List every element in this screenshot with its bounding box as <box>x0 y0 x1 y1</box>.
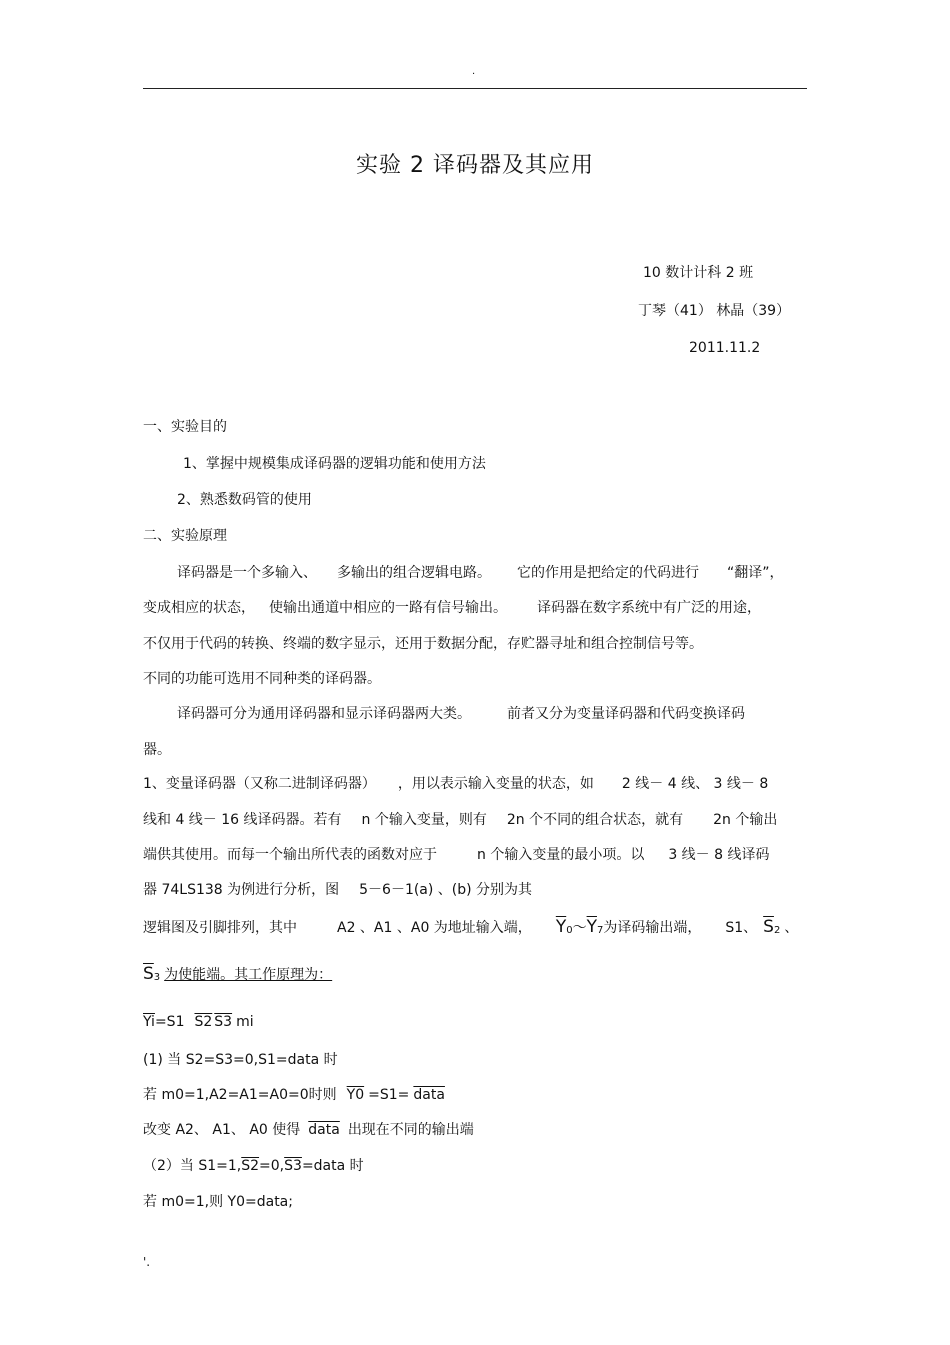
formula-f3a: 若 m0=1,A2=A1=A0=0时则 <box>143 1087 337 1103</box>
formula-f4b: data <box>308 1122 340 1138</box>
para3-l1b: ，用以表示输入变量的状态，如 <box>397 776 594 792</box>
formula-yi-eq: =S1 <box>154 1014 185 1030</box>
formula-yi-mi: mi <box>236 1014 254 1030</box>
formula-f5e: =data 时 <box>301 1158 364 1174</box>
para3-l5c: 为译码输出端， <box>603 920 702 936</box>
purpose-item-1: 1、掌握中规模集成译码器的逻辑功能和使用方法 <box>183 456 486 472</box>
para3-l3a: 端供其使用。而每一个输出所代表的函数对应于 <box>143 847 437 863</box>
author-names: 丁琴（41） 林晶（39） <box>638 303 791 319</box>
para3-line3 <box>143 844 770 864</box>
y0-subscript: 0 <box>566 925 573 936</box>
formula-f4c: 出现在不同的输出端 <box>347 1122 474 1138</box>
formula-change <box>143 1119 474 1139</box>
para3-l2d: 2n 个输出 <box>713 812 778 828</box>
author-date: 2011.11.2 <box>689 340 761 356</box>
para1-l1c: 它的作用是把给定的代码进行 <box>517 565 699 581</box>
author-class: 10 数计计科 2 班 <box>643 265 754 281</box>
formula-case1: (1) 当 S2=S3=0,S1=data 时 <box>143 1052 338 1068</box>
y7-subscript: 7 <box>596 925 604 936</box>
formula-f5b: S2 <box>241 1158 260 1174</box>
para3-l6: 为使能端。其工作原理为： <box>164 967 333 983</box>
para3-line6 <box>143 964 332 984</box>
formula-f3c: =S1= <box>368 1087 410 1103</box>
formula-yi-lhs: $\overline{Yi}$ <box>143 1014 155 1030</box>
para1-l2a: 变成相应的状态， <box>143 600 255 616</box>
formula-case2-result: 若 m0=1,则 Y0=data; <box>143 1194 293 1210</box>
y7-symbol: $\overline{Y}$ <box>586 917 597 937</box>
para3-l5a: 逻辑图及引脚排列，其中 <box>143 920 297 936</box>
formula-f3b: Y0 <box>346 1087 365 1103</box>
para3-l4a: 器 74LS138 为例进行分析，图 <box>143 882 340 898</box>
para3-line5 <box>143 917 798 937</box>
para3-l3b: n 个输入变量的最小项。以 <box>477 847 645 863</box>
para2-l1a: 译码器可分为通用译码器和显示译码器两大类。 <box>177 706 471 722</box>
formula-f5d: S3 <box>284 1158 302 1174</box>
formula-yi-s3: S3 <box>214 1014 233 1030</box>
formula-f5c: =0, <box>259 1158 285 1174</box>
formula-case2 <box>143 1155 364 1175</box>
formula-f5a: （2）当 S1=1, <box>143 1158 242 1174</box>
para3-line4 <box>143 879 532 899</box>
para3-l5e: 、 <box>784 920 799 936</box>
para1-l1b: 多输出的组合逻辑电路。 <box>337 565 491 581</box>
para1-line3: 不仅用于代码的转换、终端的数字显示，还用于数据分配，存贮器寻址和组合控制信号等。 <box>143 636 703 652</box>
para2-line2: 器。 <box>143 742 171 758</box>
formula-case1-result <box>143 1084 445 1104</box>
s3-symbol: $\overline{S}$ <box>143 964 154 984</box>
para3-l5b: A2 、A1 、A0 为地址输入端， <box>337 920 532 936</box>
para3-l5d: S1、 <box>725 920 758 936</box>
para1-line4: 不同的功能可选用不同种类的译码器。 <box>143 671 381 687</box>
para1-line1 <box>177 562 784 582</box>
tilde-symbol: ～ <box>572 920 587 936</box>
header-dot: . <box>472 66 476 77</box>
para3-l1c: 2 线－ 4 线、 3 线－ 8 <box>621 776 769 792</box>
para3-l2b: n 个输入变量，则有 <box>361 812 487 828</box>
footer-mark: '. <box>143 1255 151 1269</box>
para3-line1 <box>143 773 768 793</box>
y0-symbol: $\overline{Y}$ <box>555 917 567 937</box>
header-rule <box>143 88 807 89</box>
formula-f4a: 改变 A2、 A1、 A0 使得 <box>143 1122 301 1138</box>
s2-subscript: 2 <box>773 925 781 936</box>
formula-yi-s2: S2 <box>194 1014 213 1030</box>
section-heading-principle: 二、实验原理 <box>143 528 227 544</box>
para3-l3c: 3 线－ 8 线译码 <box>668 847 770 863</box>
para1-line2 <box>143 597 761 617</box>
para2-line1 <box>177 703 745 723</box>
para3-l1a: 1、变量译码器（又称二进制译码器） <box>143 776 376 792</box>
para3-line2 <box>143 809 777 829</box>
s3-subscript: 3 <box>153 972 161 983</box>
purpose-item-2: 2、熟悉数码管的使用 <box>177 492 312 508</box>
s2-symbol: $\overline{S}$ <box>763 917 774 937</box>
para1-l2c: 译码器在数字系统中有广泛的用途， <box>537 600 761 616</box>
para1-l1d: “翻译”， <box>727 565 784 581</box>
para3-l4b: 5－6－1(a) 、(b) 分别为其 <box>359 882 533 898</box>
formula-yi <box>143 1014 254 1030</box>
para3-l2a: 线和 4 线－ 16 线译码器。若有 <box>143 812 342 828</box>
formula-f3d: data <box>413 1087 445 1103</box>
section-heading-purpose: 一、实验目的 <box>143 419 227 435</box>
page-title: 实验 2 译码器及其应用 <box>356 153 594 178</box>
para2-l1b: 前者又分为变量译码器和代码变换译码 <box>507 706 745 722</box>
para3-l2c: 2n 个不同的组合状态，就有 <box>506 812 684 828</box>
para1-l2b: 使输出通道中相应的一路有信号输出。 <box>269 600 507 616</box>
para1-l1a: 译码器是一个多输入、 <box>177 565 317 581</box>
